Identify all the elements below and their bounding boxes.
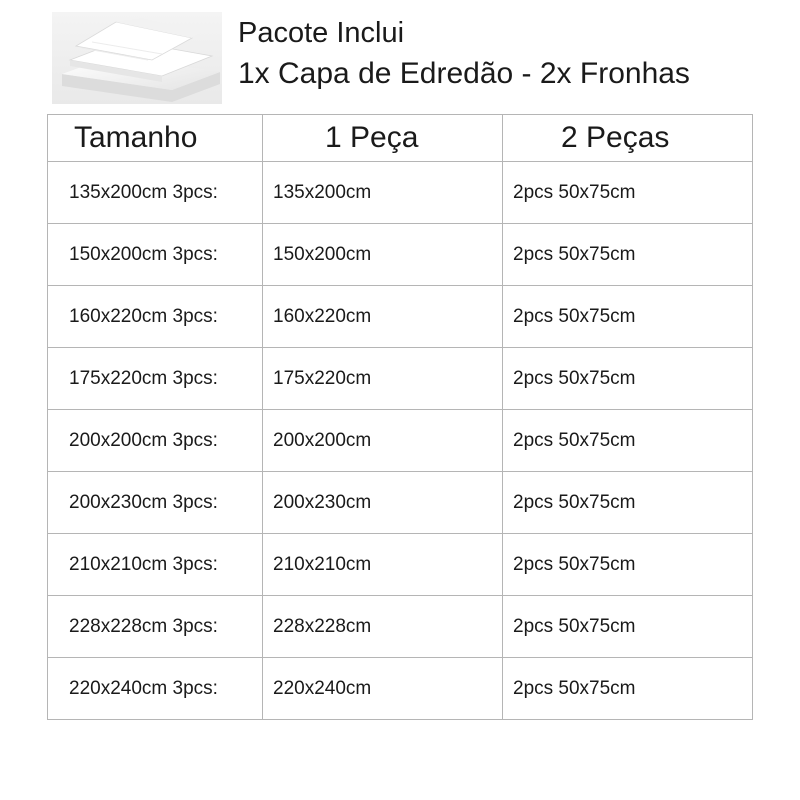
size-cell: 150x200cm 3pcs: bbox=[48, 224, 263, 286]
size-cell: 220x240cm 3pcs: bbox=[48, 658, 263, 720]
table-row bbox=[48, 410, 753, 472]
table-row bbox=[48, 472, 753, 534]
one-piece-cell: 228x228cm bbox=[263, 596, 503, 658]
package-contents: 1x Capa de Edredão - 2x Fronhas bbox=[238, 57, 690, 90]
one-piece-cell: 210x210cm bbox=[263, 534, 503, 596]
two-pieces-cell: 2pcs 50x75cm bbox=[503, 162, 753, 224]
size-cell: 210x210cm 3pcs: bbox=[48, 534, 263, 596]
table-row bbox=[48, 224, 753, 286]
column-header-two-pieces: 2 Peças bbox=[503, 115, 753, 162]
two-pieces-cell: 2pcs 50x75cm bbox=[503, 658, 753, 720]
table-row bbox=[48, 596, 753, 658]
one-piece-cell: 150x200cm bbox=[263, 224, 503, 286]
table-row bbox=[48, 162, 753, 224]
package-title: Pacote Inclui bbox=[238, 17, 405, 49]
size-cell: 200x230cm 3pcs: bbox=[48, 472, 263, 534]
table-header-row bbox=[48, 115, 753, 162]
one-piece-cell: 200x200cm bbox=[263, 410, 503, 472]
size-cell: 135x200cm 3pcs: bbox=[48, 162, 263, 224]
one-piece-cell: 160x220cm bbox=[263, 286, 503, 348]
size-cell: 200x200cm 3pcs: bbox=[48, 410, 263, 472]
two-pieces-cell: 2pcs 50x75cm bbox=[503, 224, 753, 286]
two-pieces-cell: 2pcs 50x75cm bbox=[503, 286, 753, 348]
table-row bbox=[48, 286, 753, 348]
column-header-size: Tamanho bbox=[48, 115, 263, 162]
size-cell: 175x220cm 3pcs: bbox=[48, 348, 263, 410]
size-cell: 160x220cm 3pcs: bbox=[48, 286, 263, 348]
table-row bbox=[48, 348, 753, 410]
one-piece-cell: 200x230cm bbox=[263, 472, 503, 534]
one-piece-cell: 135x200cm bbox=[263, 162, 503, 224]
table-row bbox=[48, 534, 753, 596]
size-cell: 228x228cm 3pcs: bbox=[48, 596, 263, 658]
two-pieces-cell: 2pcs 50x75cm bbox=[503, 410, 753, 472]
two-pieces-cell: 2pcs 50x75cm bbox=[503, 348, 753, 410]
two-pieces-cell: 2pcs 50x75cm bbox=[503, 596, 753, 658]
one-piece-cell: 175x220cm bbox=[263, 348, 503, 410]
table-row bbox=[48, 658, 753, 720]
column-header-one-piece: 1 Peça bbox=[263, 115, 503, 162]
one-piece-cell: 220x240cm bbox=[263, 658, 503, 720]
two-pieces-cell: 2pcs 50x75cm bbox=[503, 534, 753, 596]
package-header bbox=[238, 14, 793, 94]
size-table bbox=[47, 114, 753, 720]
two-pieces-cell: 2pcs 50x75cm bbox=[503, 472, 753, 534]
folded-white-bedding-icon bbox=[52, 12, 222, 104]
